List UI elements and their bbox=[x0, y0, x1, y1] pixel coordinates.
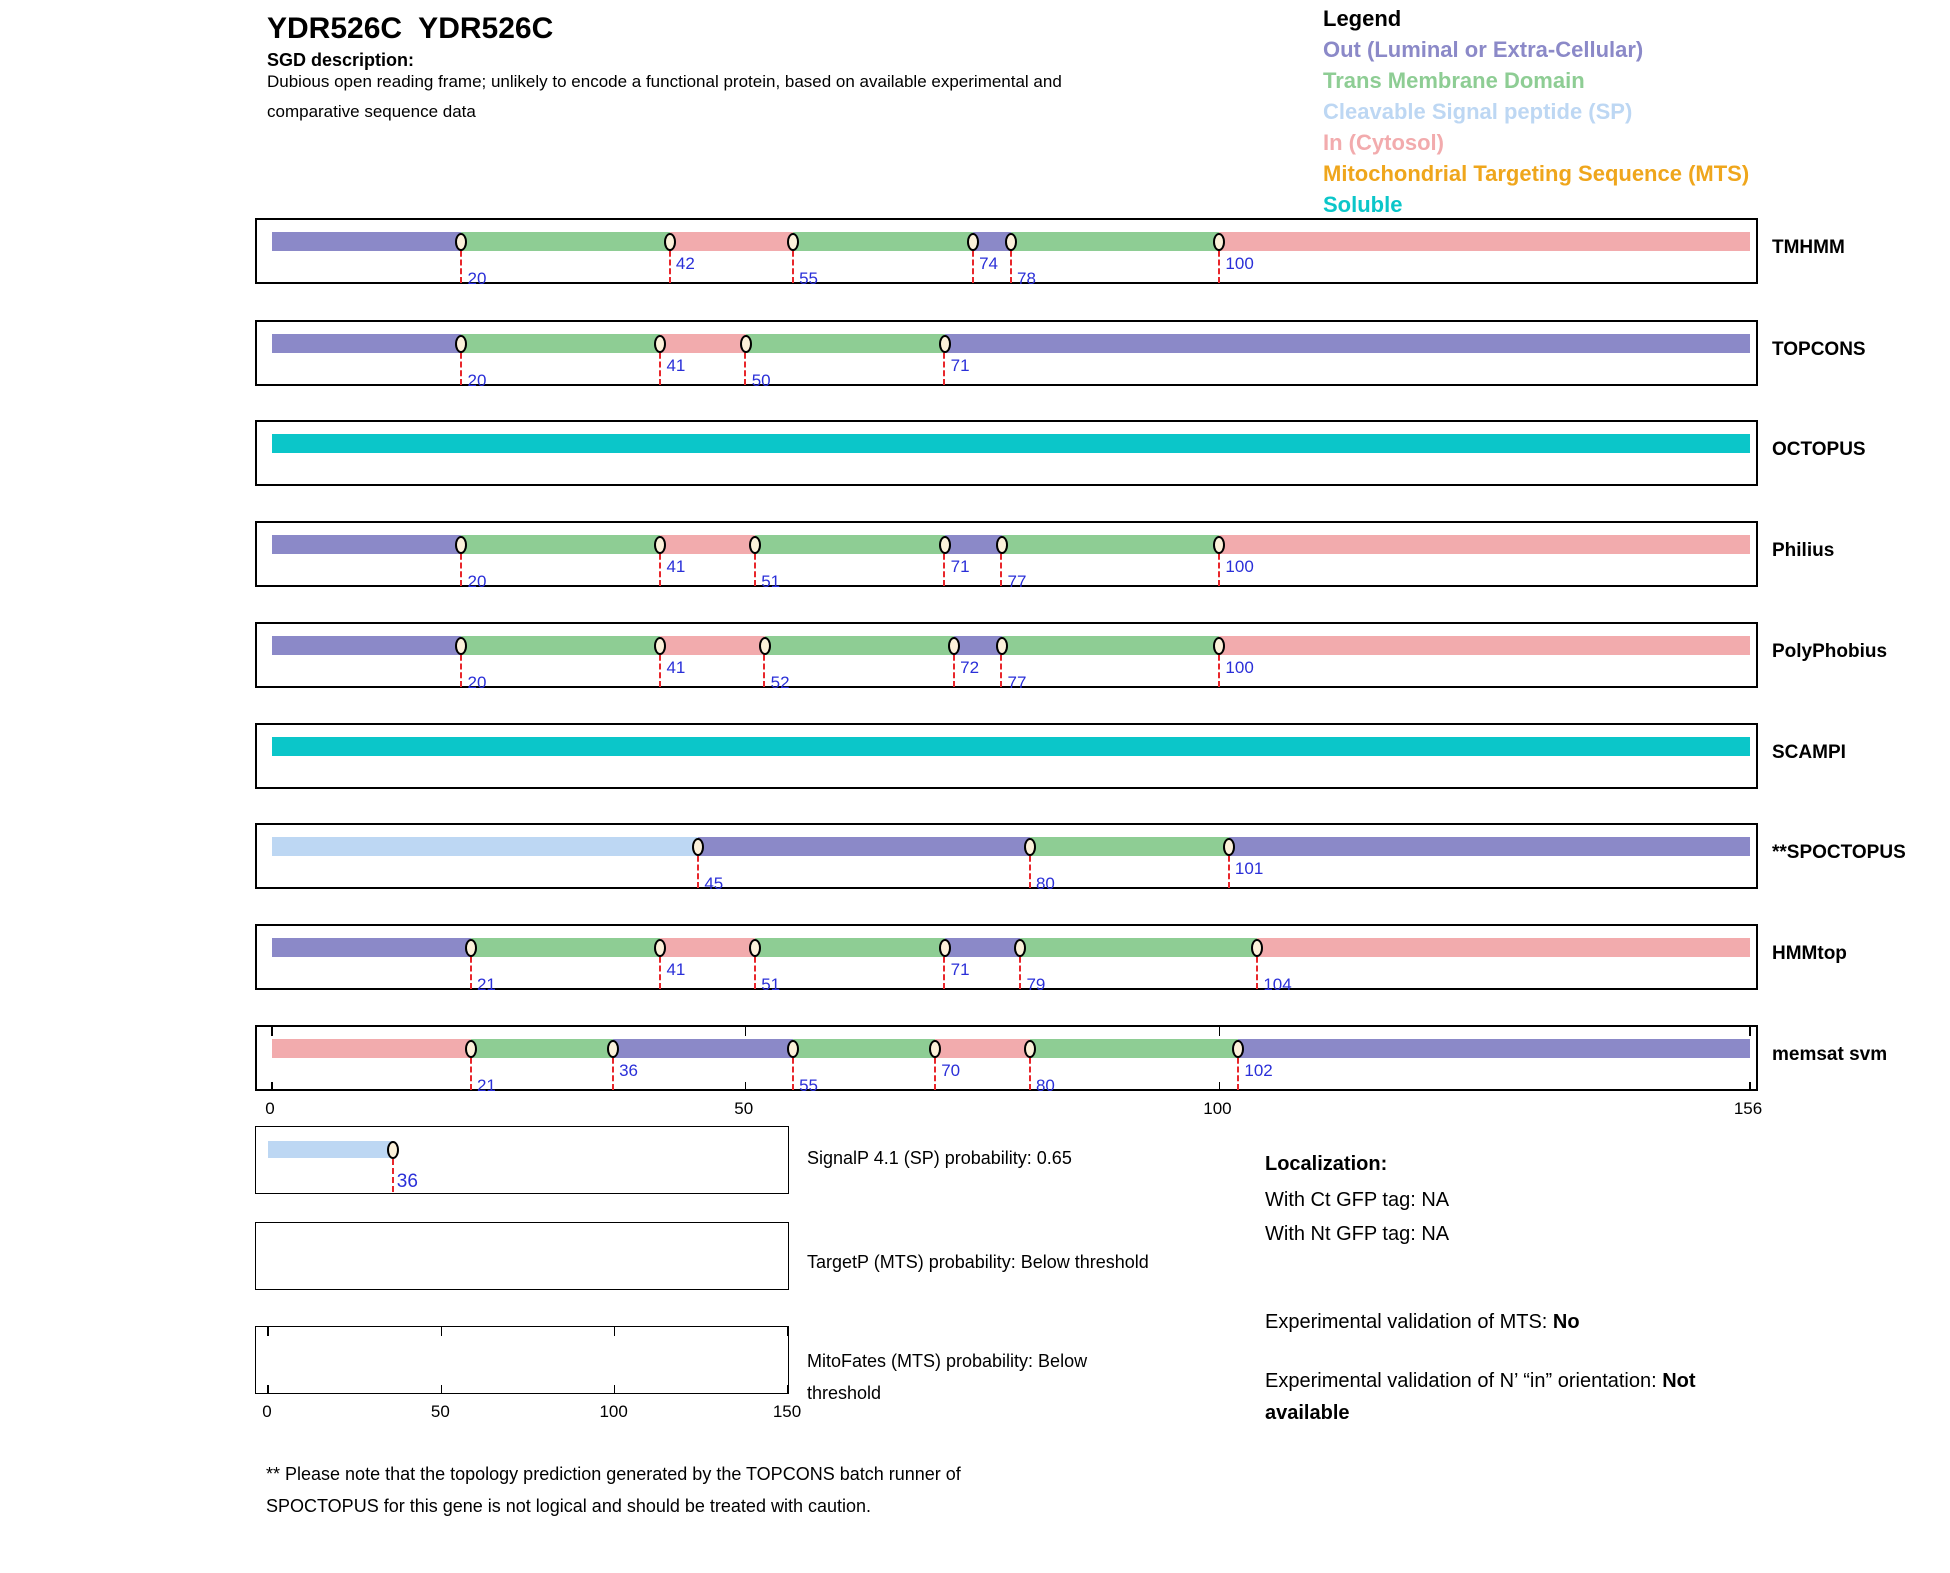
axis-tick bbox=[1749, 1082, 1751, 1091]
topology-segment-out bbox=[945, 938, 1021, 957]
legend-entry-sp: Cleavable Signal peptide (SP) bbox=[1323, 99, 1633, 124]
boundary-marker bbox=[607, 1040, 619, 1058]
topology-segment-tm bbox=[1011, 232, 1219, 251]
axis-tick bbox=[1749, 1027, 1751, 1036]
predictor-name: TOPCONS bbox=[1772, 339, 1866, 360]
axis-tick-label: 100 bbox=[599, 1402, 628, 1421]
topology-segment-out bbox=[698, 837, 1030, 856]
mts-validation-value: No bbox=[1552, 1311, 1580, 1333]
boundary-label: 51 bbox=[761, 975, 781, 994]
predictor-panel bbox=[255, 218, 1758, 288]
topology-segment-in bbox=[660, 636, 764, 655]
axis-tick bbox=[267, 1327, 269, 1336]
axis-tick bbox=[1219, 1082, 1221, 1091]
topology-segment-out bbox=[272, 535, 461, 554]
topology-segment-in bbox=[1219, 535, 1750, 554]
boundary-label: 51 bbox=[761, 572, 781, 591]
boundary-label: 101 bbox=[1234, 859, 1264, 878]
boundary-label: 71 bbox=[950, 557, 970, 576]
predictor-panel bbox=[255, 622, 1758, 692]
predictor-panel bbox=[255, 823, 1758, 893]
axis-tick bbox=[267, 1385, 269, 1394]
topology-segment-in bbox=[660, 938, 755, 957]
axis-tick-label: 50 bbox=[734, 1099, 754, 1118]
localization-heading: Localization: bbox=[1265, 1153, 1388, 1175]
axis-tick-label: 156 bbox=[1733, 1099, 1763, 1118]
topology-segment-soluble bbox=[272, 737, 1750, 756]
boundary-marker bbox=[1232, 1040, 1244, 1058]
boundary-label: 36 bbox=[619, 1061, 638, 1080]
topology-segment-out bbox=[272, 232, 461, 251]
boundary-marker bbox=[967, 233, 979, 251]
predictor-panel bbox=[255, 521, 1758, 591]
axis-tick-label: 0 bbox=[262, 1402, 272, 1421]
orientation-validation-line bbox=[1265, 1365, 1765, 1429]
boundary-label: 77 bbox=[1007, 673, 1027, 692]
boundary-marker bbox=[948, 637, 960, 655]
topology-segment-tm bbox=[793, 1039, 935, 1058]
boundary-label: 20 bbox=[467, 371, 487, 390]
boundary-label: 102 bbox=[1244, 1061, 1273, 1080]
axis-tick bbox=[745, 1027, 747, 1036]
legend-entry-mts: Mitochondrial Targeting Sequence (MTS) bbox=[1323, 161, 1750, 186]
boundary-label: 50 bbox=[751, 371, 771, 390]
predictor-name: HMMtop bbox=[1772, 943, 1847, 964]
topology-segment-in bbox=[660, 334, 745, 353]
nt-gfp-line: With Nt GFP tag: NA bbox=[1265, 1223, 1450, 1245]
boundary-marker bbox=[749, 536, 761, 554]
boundary-label: 100 bbox=[1225, 557, 1254, 576]
axis-tick bbox=[787, 1327, 789, 1336]
topology-segment-tm bbox=[461, 232, 669, 251]
mts-validation-label: Experimental validation of MTS: bbox=[1265, 1311, 1553, 1333]
topology-segment-out bbox=[954, 636, 1001, 655]
boundary-label: 71 bbox=[950, 960, 970, 979]
boundary-marker bbox=[387, 1141, 399, 1159]
predictor-name: **SPOCTOPUS bbox=[1772, 842, 1906, 863]
axis-tick bbox=[271, 1082, 273, 1091]
axis-tick bbox=[271, 1027, 273, 1036]
boundary-marker bbox=[1005, 233, 1017, 251]
boundary-label: 20 bbox=[467, 572, 487, 591]
topology-segment-out bbox=[272, 938, 471, 957]
topology-segment-tm bbox=[461, 636, 660, 655]
boundary-marker bbox=[759, 637, 771, 655]
topology-segment-sp bbox=[268, 1141, 393, 1158]
axis-tick bbox=[745, 1082, 747, 1091]
boundary-label: 100 bbox=[1225, 254, 1254, 273]
footnote-line1: ** Please note that the topology prediction generated by the TOPCONS batch runner of bbox=[266, 1464, 961, 1484]
boundary-marker bbox=[787, 1040, 799, 1058]
topology-segment-in bbox=[670, 232, 793, 251]
boundary-label: 77 bbox=[1007, 572, 1027, 591]
ct-gfp-line: With Ct GFP tag: NA bbox=[1265, 1189, 1450, 1211]
topology-segment-out bbox=[272, 636, 461, 655]
predictor-name: Philius bbox=[1772, 540, 1835, 561]
topology-segment-out bbox=[272, 334, 461, 353]
boundary-label: 100 bbox=[1225, 658, 1254, 677]
boundary-marker bbox=[996, 536, 1008, 554]
sgd-description-line1: Dubious open reading frame; unlikely to encode a functional protein, based on available experimental and bbox=[267, 72, 1062, 91]
mts-validation-line bbox=[1265, 1306, 1580, 1338]
boundary-label: 20 bbox=[467, 673, 487, 692]
boundary-label: 80 bbox=[1035, 874, 1055, 893]
topology-segment-soluble bbox=[272, 434, 1750, 453]
topology-segment-in bbox=[935, 1039, 1030, 1058]
topology-segment-tm bbox=[755, 535, 944, 554]
topology-segment-tm bbox=[1002, 636, 1220, 655]
axis-tick bbox=[787, 1385, 789, 1394]
axis-tick-label: 0 bbox=[265, 1099, 275, 1118]
mitofates-panel bbox=[255, 1326, 789, 1394]
boundary-label: 52 bbox=[770, 673, 790, 692]
mitofates-caption: MitoFates (MTS) probability: Below threshold bbox=[807, 1351, 1088, 1403]
sgd-description-line2: comparative sequence data bbox=[267, 102, 476, 121]
boundary-marker bbox=[1223, 838, 1235, 856]
topology-segment-tm bbox=[793, 232, 973, 251]
topology-segment-out bbox=[945, 334, 1750, 353]
boundary-label: 78 bbox=[1017, 269, 1036, 288]
boundary-label: 71 bbox=[950, 356, 970, 375]
axis-tick-label: 50 bbox=[430, 1402, 450, 1421]
boundary-label: 45 bbox=[704, 874, 724, 893]
topology-segment-tm bbox=[1002, 535, 1220, 554]
axis-tick bbox=[1219, 1027, 1221, 1036]
topology-segment-tm bbox=[1030, 1039, 1238, 1058]
topology-segment-out bbox=[1229, 837, 1750, 856]
footnote-line2: SPOCTOPUS for this gene is not logical and should be treated with caution. bbox=[266, 1496, 872, 1516]
boundary-marker bbox=[1024, 1040, 1036, 1058]
topology-segment-tm bbox=[746, 334, 945, 353]
boundary-label: 20 bbox=[467, 269, 487, 288]
axis-tick-label: 150 bbox=[772, 1402, 802, 1421]
boundary-label: 41 bbox=[666, 960, 686, 979]
boundary-label: 79 bbox=[1026, 975, 1046, 994]
topology-segment-tm bbox=[461, 334, 660, 353]
predictor-name: OCTOPUS bbox=[1772, 439, 1866, 460]
boundary-label: 80 bbox=[1035, 1076, 1055, 1095]
boundary-label: 21 bbox=[476, 1076, 496, 1095]
axis-tick-label: 100 bbox=[1203, 1099, 1232, 1118]
axis-tick bbox=[614, 1385, 616, 1394]
targetp-panel bbox=[255, 1222, 789, 1290]
predictor-name: SCAMPI bbox=[1772, 742, 1846, 763]
predictor-name: TMHMM bbox=[1772, 237, 1845, 258]
topology-segment-tm bbox=[471, 938, 660, 957]
predictor-panel bbox=[255, 924, 1758, 994]
topology-segment-tm bbox=[1030, 837, 1229, 856]
boundary-marker bbox=[740, 335, 752, 353]
legend-entry-out: Out (Luminal or Extra-Cellular) bbox=[1323, 37, 1644, 62]
targetp-caption: TargetP (MTS) probability: Below threshold bbox=[807, 1252, 1149, 1272]
topology-segment-out bbox=[613, 1039, 793, 1058]
boundary-marker bbox=[664, 233, 676, 251]
boundary-marker bbox=[749, 939, 761, 957]
signalp-panel bbox=[255, 1126, 789, 1194]
boundary-marker bbox=[465, 939, 477, 957]
topology-segment-tm bbox=[755, 938, 944, 957]
legend-entry-tm: Trans Membrane Domain bbox=[1323, 68, 1585, 93]
topology-segment-in bbox=[660, 535, 755, 554]
predictor-name: PolyPhobius bbox=[1772, 641, 1888, 662]
topology-segment-in bbox=[1219, 232, 1750, 251]
topology-segment-in bbox=[1219, 636, 1750, 655]
axis-tick bbox=[614, 1327, 616, 1336]
axis-tick bbox=[441, 1327, 443, 1336]
boundary-label: 72 bbox=[960, 658, 980, 677]
topology-segment-out bbox=[945, 535, 1002, 554]
boundary-label: 36 bbox=[396, 1171, 418, 1192]
boundary-label: 41 bbox=[666, 658, 686, 677]
legend-entry-in: In (Cytosol) bbox=[1323, 130, 1444, 155]
topology-segment-tm bbox=[765, 636, 954, 655]
boundary-marker bbox=[465, 1040, 477, 1058]
boundary-marker bbox=[692, 838, 704, 856]
topology-segment-in bbox=[1257, 938, 1750, 957]
boundary-marker bbox=[929, 1040, 941, 1058]
boundary-marker bbox=[1251, 939, 1263, 957]
boundary-label: 55 bbox=[799, 1076, 818, 1095]
axis-tick bbox=[441, 1385, 443, 1394]
topology-segment-in bbox=[272, 1039, 471, 1058]
topology-segment-tm bbox=[1020, 938, 1257, 957]
predictor-panel bbox=[255, 320, 1758, 390]
boundary-marker bbox=[939, 939, 951, 957]
boundary-label: 41 bbox=[666, 356, 686, 375]
boundary-label: 21 bbox=[476, 975, 496, 994]
legend-entry-soluble: Soluble bbox=[1323, 192, 1403, 217]
orientation-validation-label: Experimental validation of N’ “in” orientation: bbox=[1265, 1370, 1663, 1392]
topology-segment-tm bbox=[471, 1039, 613, 1058]
boundary-label: 74 bbox=[979, 254, 999, 273]
signalp-caption: SignalP 4.1 (SP) probability: 0.65 bbox=[807, 1148, 1072, 1168]
boundary-label: 104 bbox=[1263, 975, 1292, 994]
boundary-label: 42 bbox=[675, 254, 695, 273]
boundary-marker bbox=[939, 335, 951, 353]
boundary-marker bbox=[787, 233, 799, 251]
boundary-label: 41 bbox=[666, 557, 686, 576]
topology-segment-tm bbox=[461, 535, 660, 554]
orientation-validation-value: Not available bbox=[1265, 1370, 1696, 1424]
legend-heading: Legend bbox=[1323, 6, 1402, 31]
boundary-marker bbox=[996, 637, 1008, 655]
boundary-label: 70 bbox=[941, 1061, 961, 1080]
boundary-marker bbox=[1024, 838, 1036, 856]
predictor-panel bbox=[255, 1025, 1758, 1095]
topology-segment-sp bbox=[272, 837, 698, 856]
page-title: YDR526C YDR526C bbox=[267, 12, 554, 45]
boundary-marker bbox=[939, 536, 951, 554]
topology-segment-out bbox=[1238, 1039, 1750, 1058]
predictor-name: memsat svm bbox=[1772, 1044, 1888, 1065]
predictor-panel bbox=[255, 420, 1758, 486]
predictor-panel bbox=[255, 723, 1758, 789]
sgd-description-heading: SGD description: bbox=[267, 50, 415, 70]
boundary-label: 55 bbox=[799, 269, 818, 288]
